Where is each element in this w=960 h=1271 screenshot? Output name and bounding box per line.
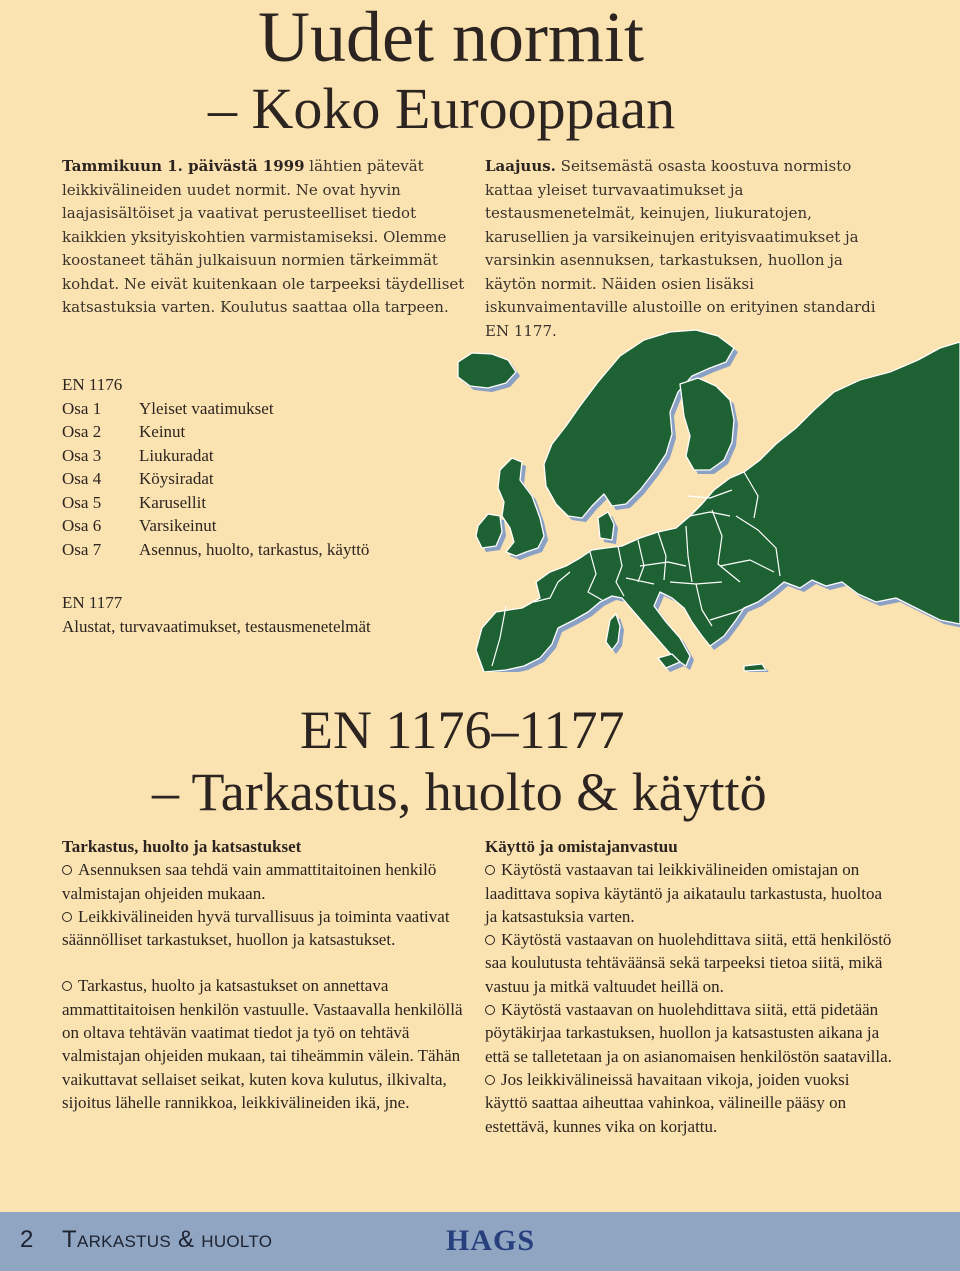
intro-paragraph [62, 155, 470, 320]
list-item [485, 1068, 895, 1138]
list-item [485, 998, 895, 1068]
part-name: Liukuradat [139, 445, 214, 465]
bullet-circle-icon [485, 1075, 495, 1085]
right-column-heading: Käyttö ja omistajanvastuu [485, 837, 678, 856]
part-number: Osa 3 [62, 445, 102, 465]
section-title: EN 1176–1177 [300, 700, 625, 760]
list-item [62, 444, 369, 468]
bullet-text: Käytöstä vastaavan on huolehdittava siitä, että pidetään pöytäkirjaa tarkastuksen, huollon ja katsastusten aikana ja että se talletetaan ja on asianomaisen henkilöstön saatavilla. [485, 1000, 892, 1066]
en1176-list [62, 373, 369, 561]
list-item [62, 467, 369, 491]
en1176-title: EN 1176 [62, 375, 123, 394]
list-item [62, 397, 369, 421]
part-number: Osa 1 [62, 398, 102, 418]
part-name: Köysiradat [139, 469, 214, 488]
part-name: Karusellit [139, 492, 207, 512]
list-item [62, 420, 369, 444]
list-item [62, 491, 369, 515]
page-number: 2 [20, 1226, 34, 1253]
part-name: Asennus, huolto, tarkastus, käyttö [139, 539, 370, 559]
bullet-circle-icon [485, 935, 495, 945]
list-item [485, 858, 895, 928]
hags-logo: HAGS [446, 1224, 536, 1257]
part-name: Keinut [139, 422, 186, 441]
left-column-heading: Tarkastus, huolto ja katsastukset [62, 837, 302, 856]
bullet-circle-icon [62, 912, 72, 922]
europe-map [440, 320, 960, 672]
left-column [62, 835, 472, 1114]
bullet-circle-icon [62, 981, 72, 991]
bullet-text: Käytöstä vastaavan tai leikkivälineiden omistajan on laadittava sopiva käytäntö ja aikataulu tarkastusta, huoltoa ja katsastuksia varten. [485, 860, 883, 926]
bullet-text: Käytöstä vastaavan on huolehdittava siitä, että henkilöstö saa koulutusta tehtäväänsä sekä tarpeeksi tietoa siitä, mikä vastuu ja mitkä valtuudet heillä on. [485, 930, 892, 996]
intro-lead: Tammikuun 1. päivästä 1999 [62, 157, 305, 175]
bullet-text: Asennuksen saa tehdä vain ammattitaitoinen henkilö valmistajan ohjeiden mukaan. [62, 860, 437, 903]
part-number: Osa 5 [62, 492, 102, 512]
bullet-circle-icon [485, 1005, 495, 1015]
en1177-title: EN 1177 [62, 593, 123, 612]
part-number: Osa 2 [62, 422, 102, 441]
bullet-circle-icon [62, 865, 72, 875]
bullet-text: Leikkivälineiden hyvä turvallisuus ja toiminta vaativat säännölliset tarkastukset, huollon ja katsastukset. [62, 906, 450, 950]
right-column [485, 835, 895, 1138]
list-item [62, 514, 369, 538]
bullet-circle-icon [485, 865, 495, 875]
section-subtitle: – Tarkastus, huolto & käyttö [152, 762, 767, 822]
scope-paragraph [485, 155, 895, 343]
en1176-parts [62, 397, 369, 562]
en1177-block [62, 591, 371, 638]
bullet-text: Jos leikkivälineissä havaitaan vikoja, joiden vuoksi käyttö saattaa aiheuttaa vahinkoa, välineille pääsy on estettävä, kunnes vika on korjattu. [485, 1069, 850, 1136]
en1177-desc: Alustat, turvavaatimukset, testausmenetelmät [62, 616, 371, 636]
scope-lead: Laajuus. [485, 157, 556, 175]
scope-text: Seitsemästä osasta koostuva normisto kattaa yleiset turvavaatimukset ja testausmenetelmät, keinujen, liukuratojen, karusellien ja varsikeinujen erityisvaatimukset ja varsinkin asennuksen, tarkastuksen, huollon ja käytön normit. Näiden osien lisäksi iskunvaimentaville alustoille on erityinen standardi EN 1177. [485, 157, 876, 340]
footer-section-title: Tarkastus & huolto [62, 1226, 273, 1253]
list-item [62, 974, 472, 1114]
page-subtitle: – Koko Eurooppaan [208, 76, 676, 141]
footer-bar [0, 1212, 960, 1271]
part-number: Osa 7 [62, 539, 102, 559]
bullet-text: Tarkastus, huolto ja katsastukset on annettava ammattitaitoisen henkilön vastuulle. Vastaavalla henkilöllä on oltava tehtävän vaatimat tiedot ja työ on tehtävä valmistajan ohjeiden mukaan, tai tiheämmin välein. Tähän vaikuttavat sellaiset seikat, kuten kova kulutus, ilkivalta, sijoitus lähelle rannikkoa, leikkivälineiden ikä, jne. [62, 976, 463, 1112]
list-item [62, 538, 369, 562]
list-item [62, 858, 472, 905]
part-name: Varsikeinut [139, 516, 217, 535]
page-title: Uudet normit [258, 0, 644, 77]
part-name: Yleiset vaatimukset [139, 398, 274, 418]
intro-text: lähtien pätevät leikkivälineiden uudet normit. Ne ovat hyvin laajasisältöiset ja vaativat perusteelliset tiedot kaikkien yksityiskohtien varmistamiseksi. Olemme koostaneet tähän julkaisuun normien tärkeimmät kohdat. Ne eivät kuitenkaan ole tarpeeksi täydelliset katsastuksia varten. Koulutus saattaa olla tarpeen. [62, 157, 465, 316]
part-number: Osa 6 [62, 516, 102, 535]
part-number: Osa 4 [62, 469, 102, 488]
list-item [485, 928, 895, 998]
list-item [62, 905, 472, 952]
